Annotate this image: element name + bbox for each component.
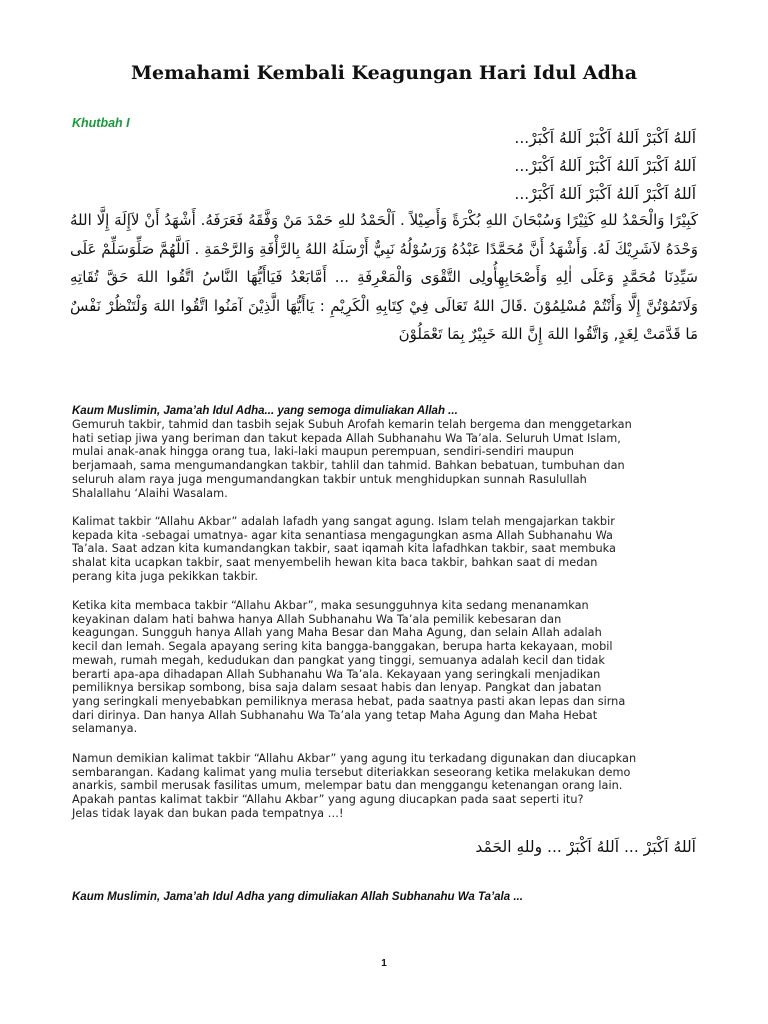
- takbir-line-3: اَللهُ اَكْبَرْ اَللهُ اَكْبَرْ اَللهُ اَكْبَرْ...: [514, 185, 696, 203]
- closing-takbir: اَللهُ اَكْبَرْ ... اَللهُ اَكْبَرْ ... وللهِ الحَمْد: [475, 838, 696, 856]
- text-line: mulai anak-anak hingga orang tua, laki-laki maupun perempuan, sendiri-sendiri maupun: [72, 445, 574, 459]
- text-line: Kalimat takbir “Allahu Akbar” adalah lafadh yang sangat agung. Islam telah mengajarkan takbir: [72, 515, 615, 528]
- text-line: Jelas tidak layak dan bukan pada tempatnya …!: [72, 806, 344, 820]
- text-line: selamanya.: [72, 722, 138, 736]
- text-line: kecil dan lemah. Segala apayang sering kita bangga-banggakan, berupa harta kekayaan, mobil: [72, 640, 613, 654]
- takbir-line-1: اَللهُ اَكْبَرْ اَللهُ اَكْبَرْ اَللهُ اَكْبَرْ...: [514, 129, 696, 147]
- text-line: yang seringkali menyebabkan pemiliknya merasa hebat, pada saatnya pasti akan lepas dan sirna: [72, 694, 626, 708]
- text-line: mewah, rumah megah, kedudukan dan pangkat yang tinggi, semuanya adalah kecil dan tidak: [72, 653, 605, 667]
- page-number: 1: [381, 958, 387, 969]
- text-line: kepada kita -sebagai umatnya- agar kita senantiasa mengagungkan asma Allah Subhanahu Wa: [72, 528, 613, 542]
- text-line: Ta’ala. Saat adzan kita kumandangkan takbir, saat iqamah kita lafadhkan takbir, saat membuka: [72, 542, 616, 556]
- greeting-2: Kaum Muslimin, Jama’ah Idul Adha yang dimuliakan Allah Subhanahu Wa Ta’ala ...: [72, 891, 523, 903]
- takbir-line-2: اَللهُ اَكْبَرْ اَللهُ اَكْبَرْ اَللهُ اَكْبَرْ...: [514, 157, 696, 175]
- text-line: Shalallahu ‘Alaihi Wasalam.: [72, 486, 228, 500]
- text-line: anarkis, sambil merusak fasilitas umum, melempar batu dan menggangu ketenangan orang lain.: [72, 779, 623, 793]
- arabic-opening-paragraph: كَبِيْرًا وَالْحَمْدُ للهِ كَثِيْرًا وَسُبْحَانَ اللهِ بُكْرَةً وَأَصِيْلاً . اَلْحَمْدُ للهِ حَمْدَ مَنْ وَفَّقَهُ فَعَرَفَهُ. أَشْهَدُ أَنْ لاَإِلَهَ إِلَّا اللهُ وَحْدَهُ لاَشَرِيْكَ لَهُ. وَأَشْهَدُ أَنَّ مُحَمَّدًا عَبْدُهُ وَرَسُوْلُهُ نَبِيٌّ أَرْسَلَهُ اللهُ بِالرَّأْفَةِ وَالرَّحْمَةِ . اَللَّهُمَّ صَلِّوَسَلِّمْ عَلَى سَيِّدِنَا مُحَمَّدٍ وَعَلَى اٰلِهِ وَأَصْحَابِهِأُولِى التَّقْوَى وَالْمَعْرِفَةِ ... أَمَّابَعْدُ فَيَاأَيُّهَا النَّاسُ اتَّقُوا اللهَ حَقَّ تُقَاتِهِ وَلَاتَمُوْتُنَّ إِلَّا وَأَنْتُمْ مُسْلِمُوْنَ .قَالَ اللهُ تَعَالَى فِيْ كِتَابِهِ الْكَرِيْمِ : يَاأَيُّهَا الَّذِيْنَ آمَنُوا اتَّقُوا اللهَ وَلْتَنْظُرْ نَفْسٌ مَا قَدَّمَتْ لِغَدٍ, وَاتَّقُوا اللهَ إِنَّ اللهَ خَبِيْرٌ بِمَا تَعْمَلُوْنَ: [70, 211, 698, 343]
- paragraph-1: [72, 418, 712, 500]
- text-line: pemiliknya bersikap sombong, bisa saja dalam sesaat habis dan lenyap. Pangkat dan jabatan: [72, 681, 602, 695]
- text-line: berjamaah, sama mengumandangkan takbir, tahlil dan tahmid. Bahkan bebatuan, tumbuhan dan: [72, 459, 625, 473]
- paragraph-2: [72, 515, 712, 584]
- text-line: Gemuruh takbir, tahmid dan tasbih sejak Subuh Arofah kemarin telah bergema dan menggetarkan: [72, 418, 632, 431]
- text-line: seluruh alam raya juga mengumandangkan takbir untuk menghidupkan sunnah Rasulullah: [72, 472, 587, 486]
- page-title: Memahami Kembali Keagungan Hari Idul Adha: [130, 62, 638, 84]
- text-line: berarti apa-apa dihadapan Allah Subhanahu Wa Ta’ala. Kekayaan yang seringkali menjadikan: [72, 667, 601, 681]
- text-line: shalat kita ucapkan takbir, saat menyembelih hewan kita baca takbir, bahkan saat di medan: [72, 556, 598, 570]
- text-line: dari dirinya. Dan hanya Allah Subhanahu Wa Ta’ala yang tetap Maha Agung dan Maha Hebat: [72, 708, 598, 722]
- text-line: keyakinan dalam hati bahwa hanya Allah Subhanahu Wa Ta’ala pemilik kebesaran dan: [72, 612, 562, 626]
- text-line: keagungan. Sungguh hanya Allah yang Maha Besar dan Maha Agung, dan selain Allah adalah: [72, 626, 602, 640]
- text-line: sembarangan. Kadang kalimat yang mulia tersebut diteriakkan seseorang ketika melakukan demo: [72, 765, 631, 779]
- paragraph-3: [72, 599, 712, 736]
- greeting-1: Kaum Muslimin, Jama’ah Idul Adha... yang semoga dimuliakan Allah ...: [72, 405, 458, 417]
- section-heading: Khutbah I: [72, 116, 130, 130]
- paragraph-4: [72, 752, 712, 821]
- text-line: hati setiap jiwa yang beriman dan takut kepada Allah Subhanahu Wa Ta’ala. Seluruh Umat Islam,: [72, 431, 621, 445]
- text-line: Apakah pantas kalimat takbir “Allahu Akbar” yang agung diucapkan pada saat seperti itu?: [72, 793, 584, 807]
- text-line: Namun demikian kalimat takbir “Allahu Akbar” yang agung itu terkadang digunakan dan diucapkan: [72, 752, 637, 765]
- text-line: perang kita juga pekikkan takbir.: [72, 569, 258, 583]
- text-line: Ketika kita membaca takbir “Allahu Akbar”, maka sesungguhnya kita sedang menanamkan: [72, 599, 589, 612]
